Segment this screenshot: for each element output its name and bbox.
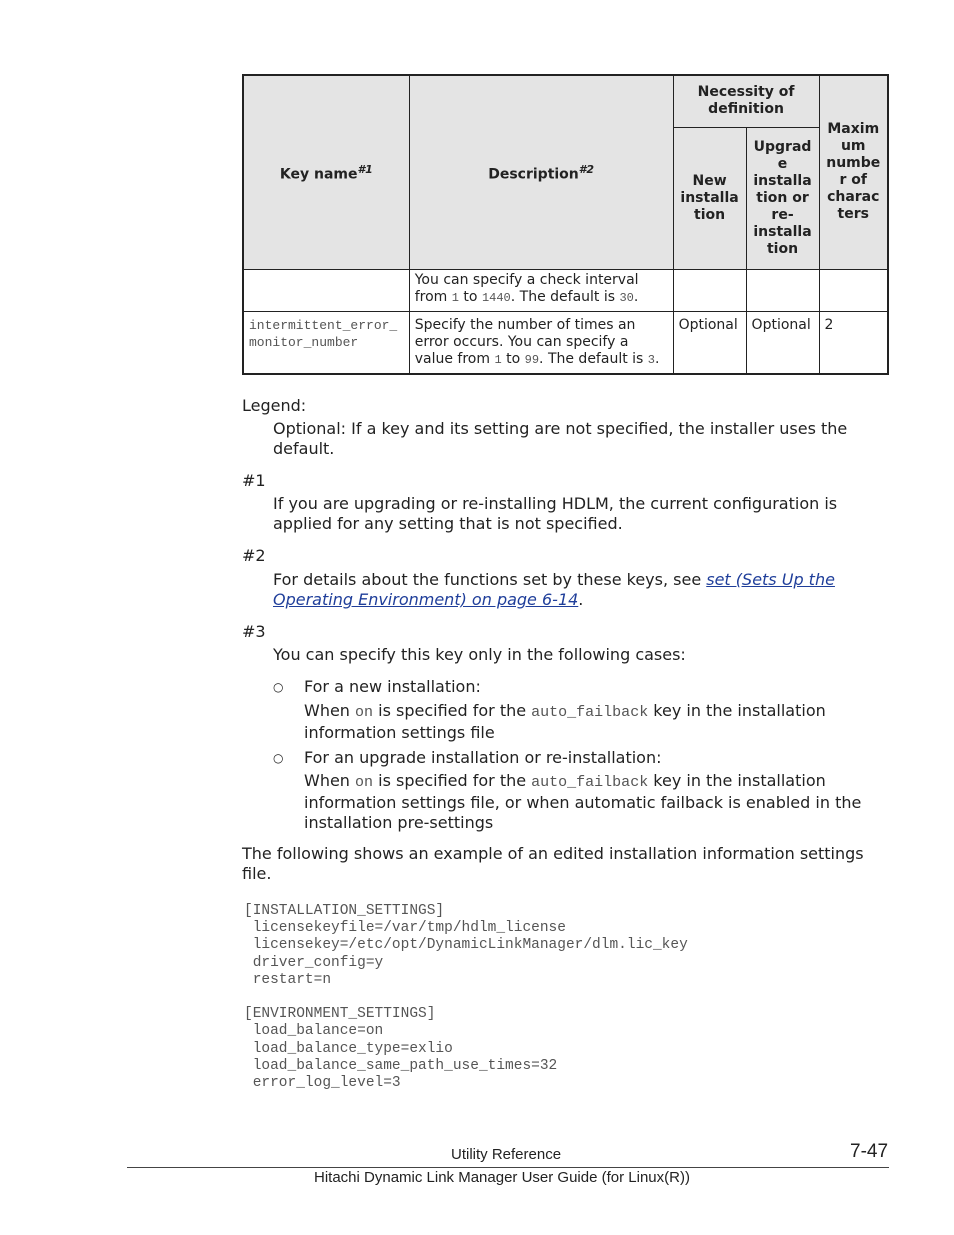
cell-description: Specify the number of times an error occurs. You can specify a value from 1 to 99. The default is 3. — [409, 311, 673, 374]
note1-text: If you are upgrading or re-installing HDLM, the current configuration is applied for any setting that is not specified. — [273, 494, 838, 533]
bullet-icon: ○ — [273, 680, 284, 694]
bullet2-title: For an upgrade installation or re-installation: — [304, 748, 662, 767]
key-definition-table — [242, 74, 889, 375]
cell-upgrade — [746, 269, 819, 311]
header-key-name: Key name$^{\#1}$ — [243, 75, 409, 269]
header-new-install: New installa tion — [673, 127, 746, 269]
cell-key — [243, 269, 409, 311]
page-number: 7-47 — [850, 1141, 889, 1162]
note3-mark: #3 — [242, 622, 266, 641]
footer-section: Utility Reference — [451, 1146, 562, 1163]
cell-max: 2 — [819, 311, 888, 374]
cross-reference-link[interactable]: set (Sets Up the Operating Environment) on page 6-14 — [273, 570, 835, 609]
cell-upgrade: Optional — [746, 311, 819, 374]
table-row — [243, 311, 888, 374]
footer-book-title: Hitachi Dynamic Link Manager User Guide (for Linux(R)) — [314, 1169, 690, 1186]
bullet1-title: For a new installation: — [304, 677, 481, 696]
cell-new — [673, 269, 746, 311]
cell-new: Optional — [673, 311, 746, 374]
header-upgrade-install: Upgrad e installa tion or re- installa tion — [746, 127, 819, 269]
bullet1-text: When on is specified for the auto_failback key in the installation information settings file — [304, 701, 826, 742]
cell-description: You can specify a check interval from 1 to 1440. The default is 30. — [409, 269, 673, 311]
example-intro: The following shows an example of an edited installation information settings file. — [242, 844, 864, 883]
header-max-chars: Maxim um numbe r of charac ters — [819, 75, 888, 269]
header-necessity: Necessity of definition — [673, 75, 819, 127]
note1-mark: #1 — [242, 471, 266, 490]
note2-mark: #2 — [242, 546, 266, 565]
header-description: Description$^{\#2}$ — [409, 75, 673, 269]
bullet2-text: When on is specified for the auto_failback key in the installation information settings file, or when automatic failback is enabled in the installation pre-settings — [304, 771, 862, 832]
footer-divider — [127, 1167, 889, 1168]
note2-text: For details about the functions set by these keys, see set (Sets Up the Operating Environment) on page 6-14. — [273, 570, 835, 609]
cell-max — [819, 269, 888, 311]
legend-title: Legend: — [242, 396, 307, 415]
legend-text: Optional: If a key and its setting are not specified, the installer uses the default. — [273, 419, 848, 458]
code-example: [INSTALLATION_SETTINGS] licensekeyfile=/var/tmp/hdlm_license licensekey=/etc/opt/DynamicLinkManager/dlm.lic_key driver_config=y restart=n [ENVIRONMENT_SETTINGS] load_balance=on load_balance_type=exlio load_balance_same_path_use_times=32 error_log_level=3 — [244, 903, 688, 1092]
note3-intro: You can specify this key only in the following cases: — [273, 645, 686, 664]
cell-key: intermittent_error_monitor_number — [243, 311, 409, 374]
table-row — [243, 269, 888, 311]
bullet-icon: ○ — [273, 751, 284, 765]
